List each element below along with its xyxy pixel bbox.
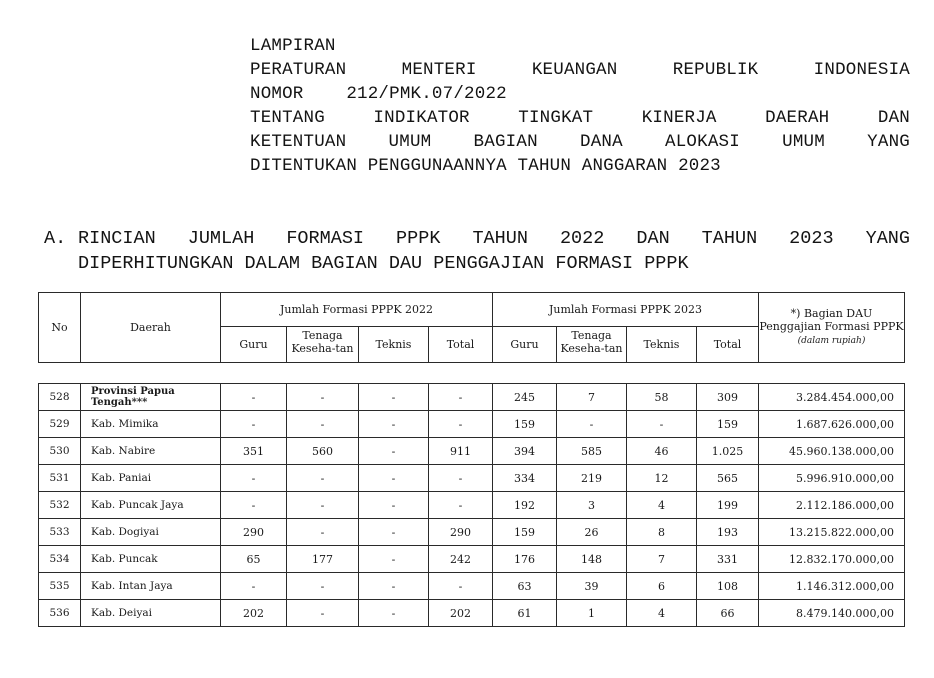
document-header: [250, 34, 910, 178]
cell-tenaga-2022: -: [287, 384, 359, 411]
cell-tenaga-2022: -: [287, 519, 359, 546]
cell-guru-2023: 63: [493, 573, 557, 600]
header-tenaga-2022: Tenaga Keseha-tan: [287, 327, 359, 363]
cell-total-2022: 290: [429, 519, 493, 546]
header-line-tentang: TENTANG INDIKATOR TINGKAT KINERJA DAERAH DAN: [250, 108, 910, 128]
cell-dau: 13.215.822.000,00: [759, 519, 905, 546]
cell-no: 534: [39, 546, 81, 573]
cell-no: 535: [39, 573, 81, 600]
cell-daerah: Kab. Puncak Jaya: [81, 492, 221, 519]
cell-teknis-2022: -: [359, 465, 429, 492]
cell-total-2023: 193: [697, 519, 759, 546]
header-teknis-2022: Teknis: [359, 327, 429, 363]
header-line-peraturan: PERATURAN MENTERI KEUANGAN REPUBLIK INDONESIA: [250, 60, 910, 80]
cell-no: 528: [39, 384, 81, 411]
cell-total-2023: 331: [697, 546, 759, 573]
cell-guru-2023: 61: [493, 600, 557, 627]
cell-total-2023: 1.025: [697, 438, 759, 465]
cell-total-2023: 309: [697, 384, 759, 411]
cell-total-2023: 159: [697, 411, 759, 438]
header-no: No: [39, 293, 81, 363]
cell-guru-2022: 65: [221, 546, 287, 573]
cell-guru-2022: 202: [221, 600, 287, 627]
cell-teknis-2022: -: [359, 600, 429, 627]
header-line-ketentuan: KETENTUAN UMUM BAGIAN DANA ALOKASI UMUM YANG: [250, 132, 910, 152]
table-row: [39, 438, 905, 465]
cell-guru-2023: 159: [493, 411, 557, 438]
cell-teknis-2023: -: [627, 411, 697, 438]
cell-total-2023: 66: [697, 600, 759, 627]
cell-total-2022: -: [429, 411, 493, 438]
header-guru-2023: Guru: [493, 327, 557, 363]
section-title: [44, 226, 910, 276]
cell-guru-2023: 394: [493, 438, 557, 465]
cell-teknis-2023: 6: [627, 573, 697, 600]
cell-daerah: Kab. Deiyai: [81, 600, 221, 627]
cell-teknis-2023: 8: [627, 519, 697, 546]
cell-teknis-2022: -: [359, 438, 429, 465]
header-line-nomor: NOMOR 212/PMK.07/2022: [250, 84, 507, 104]
cell-tenaga-2023: 39: [557, 573, 627, 600]
table-header: [38, 292, 905, 363]
header-line-ditentukan: DITENTUKAN PENGGUNAANNYA TAHUN ANGGARAN 2023: [250, 156, 721, 176]
cell-guru-2022: 351: [221, 438, 287, 465]
cell-dau: 1.146.312.000,00: [759, 573, 905, 600]
header-dau-label: *) Bagian DAU Penggajian Formasi PPPK: [759, 307, 904, 333]
cell-dau: 1.687.626.000,00: [759, 411, 905, 438]
cell-guru-2022: -: [221, 411, 287, 438]
cell-dau: 5.996.910.000,00: [759, 465, 905, 492]
cell-guru-2023: 245: [493, 384, 557, 411]
section-title-line2: DIPERHITUNGKAN DALAM BAGIAN DAU PENGGAJIAN FORMASI PPPK: [78, 253, 689, 274]
cell-tenaga-2022: 560: [287, 438, 359, 465]
cell-no: 536: [39, 600, 81, 627]
table-row: [39, 600, 905, 627]
cell-tenaga-2022: 177: [287, 546, 359, 573]
cell-total-2022: 911: [429, 438, 493, 465]
cell-total-2022: -: [429, 573, 493, 600]
cell-total-2022: -: [429, 384, 493, 411]
cell-teknis-2022: -: [359, 546, 429, 573]
cell-total-2022: 202: [429, 600, 493, 627]
cell-tenaga-2023: 7: [557, 384, 627, 411]
cell-total-2023: 108: [697, 573, 759, 600]
cell-teknis-2023: 12: [627, 465, 697, 492]
cell-teknis-2022: -: [359, 492, 429, 519]
cell-guru-2022: -: [221, 573, 287, 600]
cell-guru-2022: -: [221, 384, 287, 411]
cell-daerah: Kab. Nabire: [81, 438, 221, 465]
cell-total-2023: 199: [697, 492, 759, 519]
cell-teknis-2023: 58: [627, 384, 697, 411]
header-group-2023: Jumlah Formasi PPPK 2023: [493, 293, 759, 327]
cell-no: 532: [39, 492, 81, 519]
cell-teknis-2022: -: [359, 519, 429, 546]
cell-dau: 3.284.454.000,00: [759, 384, 905, 411]
cell-tenaga-2023: 219: [557, 465, 627, 492]
cell-tenaga-2022: -: [287, 411, 359, 438]
cell-tenaga-2023: 148: [557, 546, 627, 573]
cell-daerah: Kab. Dogiyai: [81, 519, 221, 546]
cell-dau: 45.960.138.000,00: [759, 438, 905, 465]
cell-teknis-2023: 7: [627, 546, 697, 573]
cell-dau: 8.479.140.000,00: [759, 600, 905, 627]
cell-total-2022: -: [429, 465, 493, 492]
section-letter: A.: [44, 228, 67, 249]
cell-teknis-2023: 46: [627, 438, 697, 465]
table-row: [39, 492, 905, 519]
header-guru-2022: Guru: [221, 327, 287, 363]
cell-teknis-2023: 4: [627, 600, 697, 627]
cell-total-2022: 242: [429, 546, 493, 573]
cell-dau: 12.832.170.000,00: [759, 546, 905, 573]
table-row: [39, 573, 905, 600]
section-title-line1: RINCIAN JUMLAH FORMASI PPPK TAHUN 2022 DAN TAHUN 2023 YANG: [78, 228, 910, 249]
cell-tenaga-2022: -: [287, 573, 359, 600]
cell-daerah: Kab. Paniai: [81, 465, 221, 492]
cell-guru-2022: -: [221, 465, 287, 492]
header-group-2022: Jumlah Formasi PPPK 2022: [221, 293, 493, 327]
table-row: [39, 546, 905, 573]
header-teknis-2023: Teknis: [627, 327, 697, 363]
cell-guru-2023: 176: [493, 546, 557, 573]
header-total-2023: Total: [697, 327, 759, 363]
table-row: [39, 465, 905, 492]
cell-teknis-2023: 4: [627, 492, 697, 519]
cell-guru-2023: 192: [493, 492, 557, 519]
cell-no: 533: [39, 519, 81, 546]
header-total-2022: Total: [429, 327, 493, 363]
cell-guru-2023: 334: [493, 465, 557, 492]
header-tenaga-2023: Tenaga Keseha-tan: [557, 327, 627, 363]
table-row: [39, 384, 905, 411]
cell-tenaga-2023: 3: [557, 492, 627, 519]
cell-no: 531: [39, 465, 81, 492]
cell-teknis-2022: -: [359, 573, 429, 600]
cell-total-2022: -: [429, 492, 493, 519]
header-dau-note: (dalam rupiah): [797, 336, 866, 346]
cell-tenaga-2022: -: [287, 492, 359, 519]
table-row: [39, 411, 905, 438]
header-line-lampiran: LAMPIRAN: [250, 36, 336, 56]
cell-tenaga-2022: -: [287, 600, 359, 627]
cell-guru-2023: 159: [493, 519, 557, 546]
table-body: [39, 384, 905, 627]
header-daerah: Daerah: [81, 293, 221, 363]
cell-teknis-2022: -: [359, 411, 429, 438]
cell-no: 530: [39, 438, 81, 465]
cell-teknis-2022: -: [359, 384, 429, 411]
cell-guru-2022: -: [221, 492, 287, 519]
cell-no: 529: [39, 411, 81, 438]
cell-tenaga-2023: 26: [557, 519, 627, 546]
cell-tenaga-2023: 1: [557, 600, 627, 627]
cell-tenaga-2023: 585: [557, 438, 627, 465]
data-table: [38, 383, 905, 627]
cell-guru-2022: 290: [221, 519, 287, 546]
cell-daerah: Kab. Intan Jaya: [81, 573, 221, 600]
cell-daerah: Provinsi Papua Tengah***: [81, 384, 221, 411]
cell-total-2023: 565: [697, 465, 759, 492]
table-row: [39, 519, 905, 546]
cell-dau: 2.112.186.000,00: [759, 492, 905, 519]
cell-daerah: Kab. Puncak: [81, 546, 221, 573]
cell-daerah: Kab. Mimika: [81, 411, 221, 438]
cell-tenaga-2023: -: [557, 411, 627, 438]
header-dau: [759, 293, 905, 363]
cell-tenaga-2022: -: [287, 465, 359, 492]
